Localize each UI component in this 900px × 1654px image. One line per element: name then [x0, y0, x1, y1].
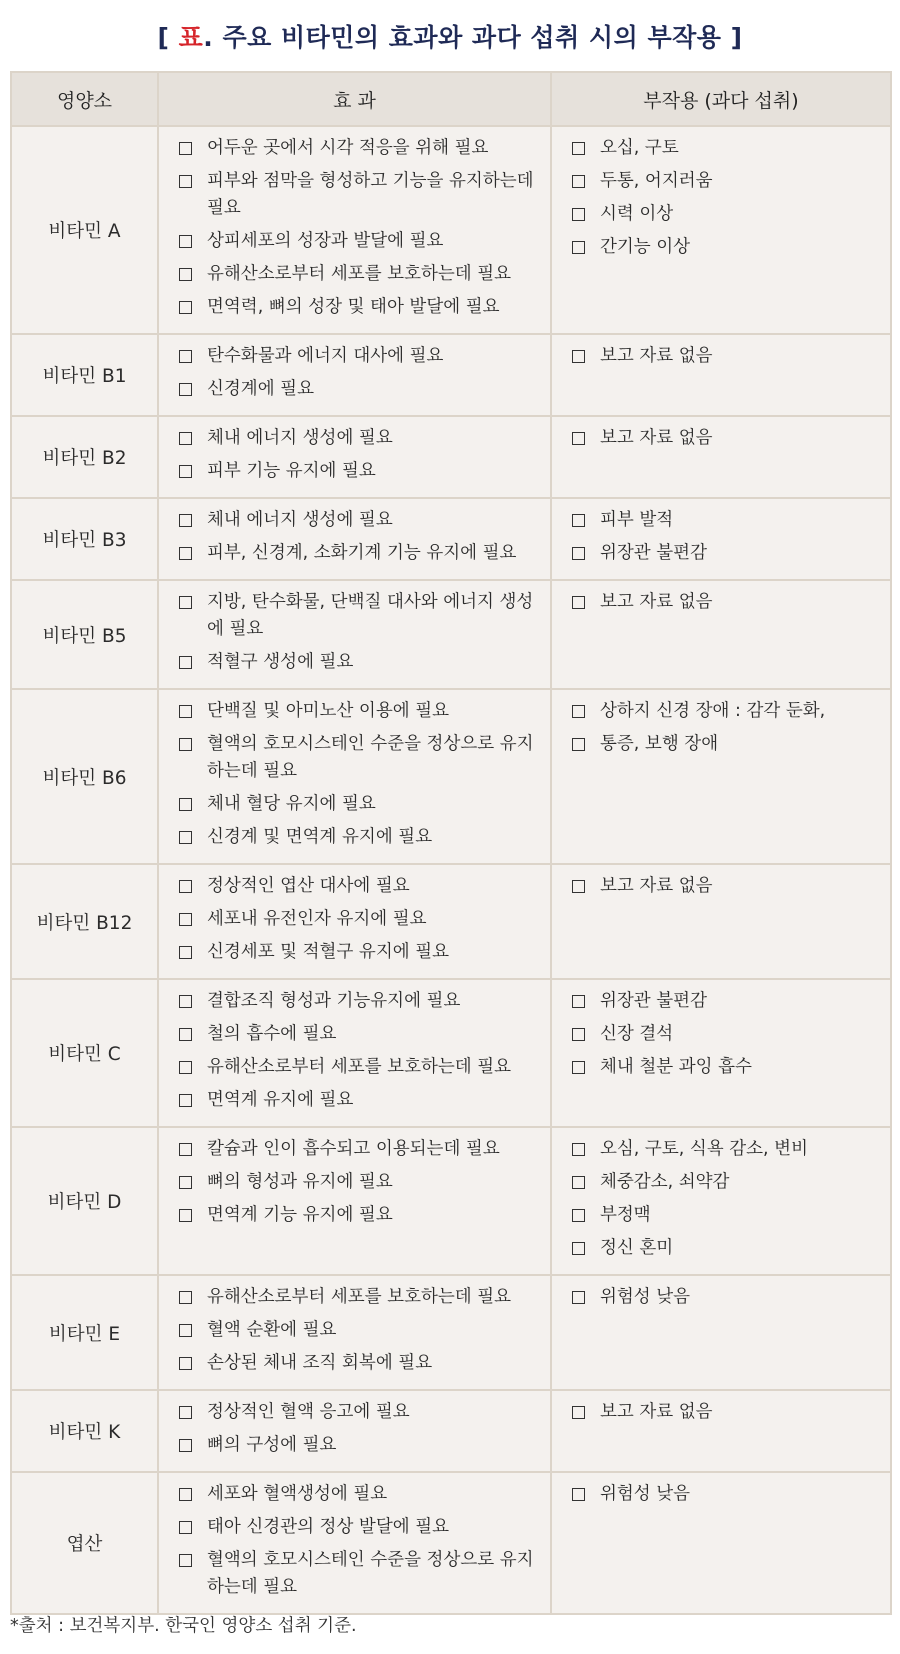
nutrient-name: 비타민 E [11, 1275, 158, 1390]
effect-item: 단백질 및 아미노산 이용에 필요 [179, 698, 544, 725]
side-effect-item: 위장관 불편감 [572, 540, 884, 567]
effect-list [179, 988, 544, 1114]
effect-item: 지방, 탄수화물, 단백질 대사와 에너지 생성에 필요 [179, 589, 544, 643]
table-row [11, 1472, 891, 1614]
side-effect-cell [551, 864, 891, 979]
source-note: *출처 : 보건복지부. 한국인 영양소 섭취 기준. [10, 1616, 357, 1636]
header-row [11, 72, 891, 126]
side-effect-cell [551, 1127, 891, 1275]
effect-item: 태아 신경관의 정상 발달에 필요 [179, 1514, 544, 1541]
effect-item: 신경계 및 면역계 유지에 필요 [179, 824, 544, 851]
effect-item: 혈액의 호모시스테인 수준을 정상으로 유지하는데 필요 [179, 731, 544, 785]
side-effect-cell [551, 979, 891, 1127]
effect-item: 유해산소로부터 세포를 보호하는데 필요 [179, 1284, 544, 1311]
side-effect-item: 두통, 어지러움 [572, 168, 884, 195]
effect-item: 유해산소로부터 세포를 보호하는데 필요 [179, 261, 544, 288]
nutrient-name: 비타민 D [11, 1127, 158, 1275]
effect-list [179, 425, 544, 485]
side-effect-item: 신장 결석 [572, 1021, 884, 1048]
side-effect-cell [551, 1472, 891, 1614]
side-effect-item: 위험성 낮음 [572, 1481, 884, 1508]
side-effect-cell [551, 126, 891, 334]
effect-item: 체내 에너지 생성에 필요 [179, 507, 544, 534]
effect-item: 적혈구 생성에 필요 [179, 649, 544, 676]
side-effect-list [572, 589, 884, 616]
side-effect-item: 부정맥 [572, 1202, 884, 1229]
table-row [11, 864, 891, 979]
effect-item: 피부 기능 유지에 필요 [179, 458, 544, 485]
table-row [11, 1275, 891, 1390]
effect-list [179, 343, 544, 403]
effect-cell [158, 416, 551, 498]
effect-item: 정상적인 엽산 대사에 필요 [179, 873, 544, 900]
side-effect-list [572, 1284, 884, 1311]
effect-list [179, 1399, 544, 1459]
table-row [11, 1390, 891, 1472]
side-effect-list [572, 1399, 884, 1426]
effect-cell [158, 126, 551, 334]
effect-cell [158, 1472, 551, 1614]
nutrient-name: 비타민 B5 [11, 580, 158, 689]
effect-cell [158, 1275, 551, 1390]
nutrient-name: 비타민 B2 [11, 416, 158, 498]
effect-item: 손상된 체내 조직 회복에 필요 [179, 1350, 544, 1377]
side-effect-cell [551, 498, 891, 580]
effect-cell [158, 498, 551, 580]
side-effect-list [572, 988, 884, 1081]
effect-item: 철의 흡수에 필요 [179, 1021, 544, 1048]
nutrient-name: 엽산 [11, 1472, 158, 1614]
effect-item: 신경세포 및 적혈구 유지에 필요 [179, 939, 544, 966]
header-side-effect: 부작용 (과다 섭취) [551, 72, 891, 126]
side-effect-cell [551, 1390, 891, 1472]
effect-item: 탄수화물과 에너지 대사에 필요 [179, 343, 544, 370]
nutrient-name: 비타민 B3 [11, 498, 158, 580]
effect-list [179, 1136, 544, 1229]
nutrient-name: 비타민 B12 [11, 864, 158, 979]
side-effect-list [572, 1136, 884, 1262]
table-row [11, 1127, 891, 1275]
side-effect-item: 시력 이상 [572, 201, 884, 228]
effect-cell [158, 1127, 551, 1275]
nutrient-name: 비타민 B1 [11, 334, 158, 416]
side-effect-item: 체중감소, 쇠약감 [572, 1169, 884, 1196]
side-effect-list [572, 343, 884, 370]
effect-item: 유해산소로부터 세포를 보호하는데 필요 [179, 1054, 544, 1081]
side-effect-list [572, 698, 884, 758]
side-effect-item: 위장관 불편감 [572, 988, 884, 1015]
effect-item: 결합조직 형성과 기능유지에 필요 [179, 988, 544, 1015]
effect-cell [158, 580, 551, 689]
effect-item: 피부, 신경계, 소화기계 기능 유지에 필요 [179, 540, 544, 567]
table-title [0, 18, 900, 54]
side-effect-list [572, 135, 884, 261]
effect-list [179, 135, 544, 321]
nutrient-name: 비타민 B6 [11, 689, 158, 864]
title-text: . 주요 비타민의 효과와 과다 섭취 시의 부작용 ] [203, 23, 743, 52]
table-row [11, 334, 891, 416]
side-effect-cell [551, 689, 891, 864]
side-effect-cell [551, 416, 891, 498]
side-effect-list [572, 507, 884, 567]
side-effect-item: 체내 철분 과잉 흡수 [572, 1054, 884, 1081]
side-effect-item: 피부 발적 [572, 507, 884, 534]
side-effect-list [572, 425, 884, 452]
effect-cell [158, 334, 551, 416]
side-effect-list [572, 873, 884, 900]
effect-item: 칼슘과 인이 흡수되고 이용되는데 필요 [179, 1136, 544, 1163]
effect-list [179, 507, 544, 567]
header-effect: 효 과 [158, 72, 551, 126]
table-row [11, 126, 891, 334]
effect-list [179, 698, 544, 851]
effect-item: 세포와 혈액생성에 필요 [179, 1481, 544, 1508]
side-effect-item: 보고 자료 없음 [572, 425, 884, 452]
effect-item: 신경계에 필요 [179, 376, 544, 403]
side-effect-list [572, 1481, 884, 1508]
effect-item: 상피세포의 성장과 발달에 필요 [179, 228, 544, 255]
effect-item: 면역계 기능 유지에 필요 [179, 1202, 544, 1229]
effect-list [179, 1284, 544, 1377]
nutrient-name: 비타민 K [11, 1390, 158, 1472]
effect-item: 면역계 유지에 필요 [179, 1087, 544, 1114]
vitamin-table [10, 71, 892, 1615]
side-effect-item: 보고 자료 없음 [572, 589, 884, 616]
side-effect-cell [551, 1275, 891, 1390]
effect-item: 정상적인 혈액 응고에 필요 [179, 1399, 544, 1426]
side-effect-item: 오십, 구토 [572, 135, 884, 162]
side-effect-item: 위험성 낮음 [572, 1284, 884, 1311]
title-marker: 표 [178, 23, 204, 52]
nutrient-name: 비타민 C [11, 979, 158, 1127]
side-effect-item: 통증, 보행 장애 [572, 731, 884, 758]
effect-item: 어두운 곳에서 시각 적응을 위해 필요 [179, 135, 544, 162]
effect-item: 피부와 점막을 형성하고 기능을 유지하는데 필요 [179, 168, 544, 222]
side-effect-item: 정신 혼미 [572, 1235, 884, 1262]
effect-cell [158, 864, 551, 979]
effect-item: 체내 혈당 유지에 필요 [179, 791, 544, 818]
side-effect-cell [551, 580, 891, 689]
effect-list [179, 1481, 544, 1601]
effect-item: 뼈의 형성과 유지에 필요 [179, 1169, 544, 1196]
effect-item: 혈액 순환에 필요 [179, 1317, 544, 1344]
side-effect-item: 보고 자료 없음 [572, 343, 884, 370]
effect-cell [158, 689, 551, 864]
side-effect-item: 보고 자료 없음 [572, 873, 884, 900]
effect-list [179, 589, 544, 676]
nutrient-name: 비타민 A [11, 126, 158, 334]
side-effect-item: 오심, 구토, 식욕 감소, 변비 [572, 1136, 884, 1163]
effect-cell [158, 979, 551, 1127]
side-effect-item: 간기능 이상 [572, 234, 884, 261]
table-row [11, 416, 891, 498]
side-effect-item: 보고 자료 없음 [572, 1399, 884, 1426]
effect-item: 혈액의 호모시스테인 수준을 정상으로 유지하는데 필요 [179, 1547, 544, 1601]
table-row [11, 498, 891, 580]
effect-item: 세포내 유전인자 유지에 필요 [179, 906, 544, 933]
effect-list [179, 873, 544, 966]
table-row [11, 979, 891, 1127]
effect-item: 뼈의 구성에 필요 [179, 1432, 544, 1459]
side-effect-item: 상하지 신경 장애 : 감각 둔화, [572, 698, 884, 725]
effect-item: 면역력, 뼈의 성장 및 태아 발달에 필요 [179, 294, 544, 321]
effect-item: 체내 에너지 생성에 필요 [179, 425, 544, 452]
effect-cell [158, 1390, 551, 1472]
header-nutrient: 영양소 [11, 72, 158, 126]
table-row [11, 580, 891, 689]
table-row [11, 689, 891, 864]
side-effect-cell [551, 334, 891, 416]
title-bracket: [ [157, 23, 179, 52]
